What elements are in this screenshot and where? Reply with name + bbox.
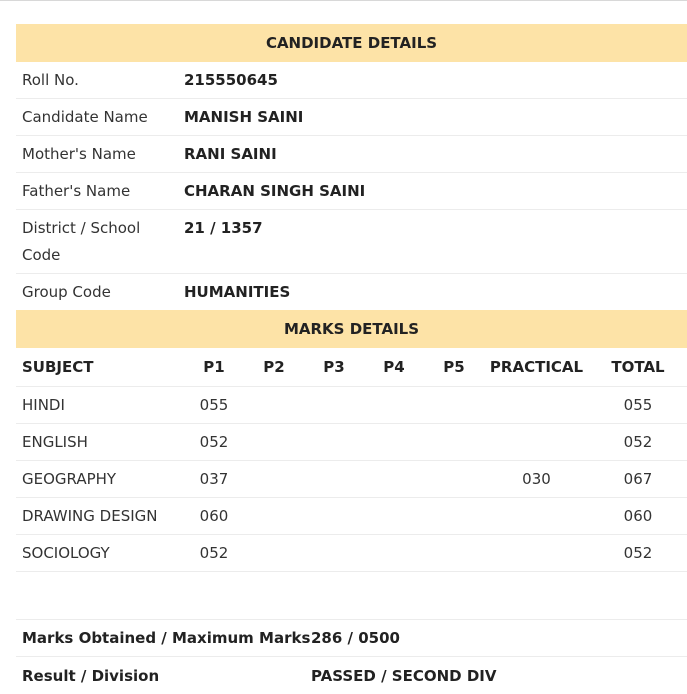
row-father-name bbox=[16, 173, 687, 210]
p1-cell: 055 bbox=[199, 396, 229, 414]
result-division-value: PASSED / SECOND DIV bbox=[311, 666, 497, 685]
table-row bbox=[16, 498, 687, 535]
father-name-value: CHARAN SINGH SAINI bbox=[184, 181, 366, 200]
father-name-label: Father's Name bbox=[22, 181, 131, 200]
table-row bbox=[16, 461, 687, 498]
row-group-code bbox=[16, 274, 687, 310]
top-divider bbox=[0, 0, 687, 1]
result-division-label: Result / Division bbox=[22, 666, 160, 685]
subject-cell: DRAWING DESIGN bbox=[22, 507, 158, 525]
subject-cell: HINDI bbox=[22, 396, 65, 414]
marks-table-header bbox=[16, 348, 687, 387]
header-p2: P2 bbox=[263, 358, 285, 376]
row-district-school-code bbox=[16, 210, 687, 274]
marks-obtained-value: 286 / 0500 bbox=[311, 629, 400, 647]
subject-cell: SOCIOLOGY bbox=[22, 544, 110, 562]
group-code-label: Group Code bbox=[22, 282, 111, 301]
header-p5: P5 bbox=[443, 358, 465, 376]
table-row bbox=[16, 424, 687, 461]
table-row bbox=[16, 535, 687, 572]
mother-name-label: Mother's Name bbox=[22, 144, 136, 163]
result-division-row bbox=[16, 657, 687, 694]
candidate-name-label: Candidate Name bbox=[22, 107, 148, 126]
result-card bbox=[16, 24, 687, 694]
total-cell: 055 bbox=[623, 396, 653, 414]
subject-cell: ENGLISH bbox=[22, 433, 88, 451]
header-subject: SUBJECT bbox=[22, 358, 94, 376]
district-school-code-value: 21 / 1357 bbox=[184, 219, 263, 237]
candidate-details-header: CANDIDATE DETAILS bbox=[16, 24, 687, 62]
header-p3: P3 bbox=[323, 358, 345, 376]
marks-obtained-row bbox=[16, 620, 687, 657]
header-p4: P4 bbox=[383, 358, 405, 376]
total-cell: 067 bbox=[623, 470, 653, 488]
p1-cell: 052 bbox=[199, 544, 229, 562]
roll-no-value: 215550645 bbox=[184, 70, 278, 89]
row-mother-name bbox=[16, 136, 687, 173]
row-roll-no bbox=[16, 62, 687, 99]
p1-cell: 052 bbox=[199, 433, 229, 451]
mother-name-value: RANI SAINI bbox=[184, 144, 277, 163]
marks-obtained-label: Marks Obtained / Maximum Marks bbox=[22, 629, 311, 647]
candidate-name-value: MANISH SAINI bbox=[184, 107, 304, 126]
table-row bbox=[16, 387, 687, 424]
practical-cell: 030 bbox=[522, 470, 551, 488]
header-practical: PRACTICAL bbox=[489, 358, 584, 376]
subject-cell: GEOGRAPHY bbox=[22, 470, 117, 488]
group-code-value: HUMANITIES bbox=[184, 282, 291, 301]
p1-cell: 037 bbox=[199, 470, 229, 488]
header-p1: P1 bbox=[203, 358, 225, 376]
district-school-code-label: District / School Code bbox=[22, 219, 141, 264]
total-cell: 052 bbox=[623, 544, 653, 562]
section-spacer bbox=[16, 572, 687, 620]
header-total: TOTAL bbox=[611, 358, 665, 376]
row-candidate-name bbox=[16, 99, 687, 136]
p1-cell: 060 bbox=[199, 507, 229, 525]
roll-no-label: Roll No. bbox=[22, 70, 79, 89]
marks-details-header: MARKS DETAILS bbox=[16, 310, 687, 348]
total-cell: 052 bbox=[623, 433, 653, 451]
total-cell: 060 bbox=[623, 507, 653, 525]
